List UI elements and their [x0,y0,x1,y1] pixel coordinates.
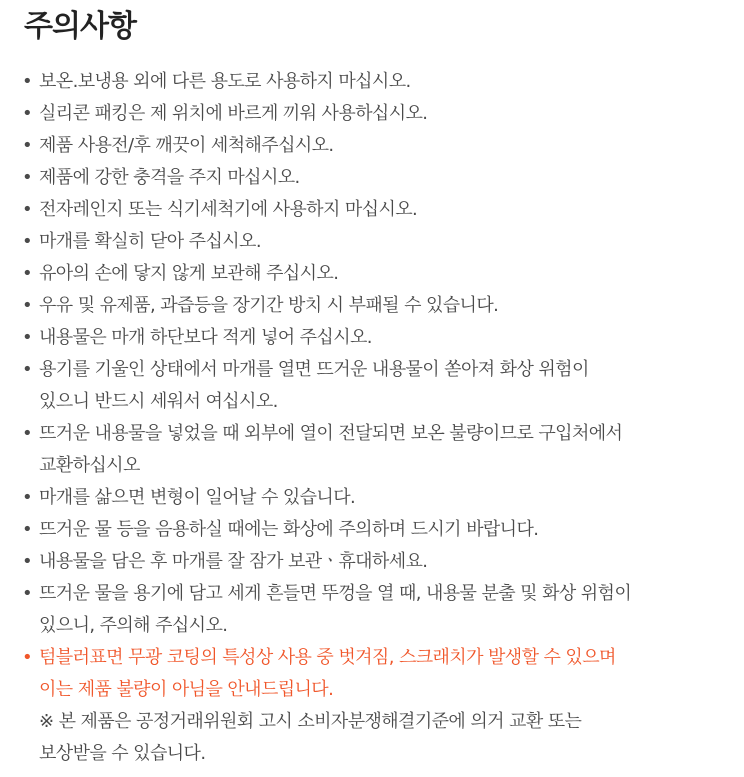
caution-item-4 [22,162,722,194]
exchange-note [39,706,729,770]
caution-item-11 [22,418,722,482]
warning-item [22,642,722,706]
caution-item-2 [22,98,722,130]
caution-text: 뜨거운 내용물을 넣었을 때 외부에 열이 전달되면 보온 불량이므로 구입처에서 [39,423,623,444]
caution-text: 제품 사용전/후 깨끗이 세척해주십시오. [39,135,334,156]
caution-text: 용기를 기울인 상태에서 마개를 열면 뜨거운 내용물이 쏟아져 화상 위험이 [39,359,589,380]
bullet-icon: • [22,647,33,668]
caution-item-12 [22,482,722,514]
caution-item-8 [22,290,722,322]
caution-text: 뜨거운 물을 용기에 담고 세게 흔들면 뚜껑을 열 때, 내용물 분출 및 화상 위험이 [39,583,632,604]
caution-item-14 [22,546,722,578]
caution-text-continued: 있으니, 주의해 주십시오. [39,615,228,636]
caution-text-continued: 교환하십시오 [39,455,140,476]
bullet-icon: • [22,327,33,348]
caution-item-3 [22,130,722,162]
caution-text-continued: 있으니 반드시 세워서 여십시오. [39,391,278,412]
caution-item-10 [22,354,722,418]
note-text-continued: 보상받을 수 있습니다. [39,743,206,764]
caution-item-1 [22,66,722,98]
bullet-icon: • [22,487,33,508]
caution-item-15 [22,578,722,642]
bullet-icon: • [22,135,33,156]
caution-item-9 [22,322,722,354]
bullet-icon: • [22,167,33,188]
note-text: ※ 본 제품은 공정거래위원회 고시 소비자분쟁해결기준에 의거 교환 또는 [39,711,582,732]
bullet-icon: • [22,71,33,92]
caution-item-6 [22,226,722,258]
bullet-icon: • [22,519,33,540]
caution-item-13 [22,514,722,546]
caution-text: 유아의 손에 닿지 않게 보관해 주십시오. [39,263,339,284]
caution-item-5 [22,194,722,226]
bullet-icon: • [22,103,33,124]
warning-text: 텀블러표면 무광 코팅의 특성상 사용 중 벗겨짐, 스크래치가 발생할 수 있으며 [39,647,616,668]
caution-list [22,66,722,706]
bullet-icon: • [22,295,33,316]
warning-text-continued: 이는 제품 불량이 아님을 안내드립니다. [39,679,334,700]
caution-text: 마개를 삶으면 변형이 일어날 수 있습니다. [39,487,356,508]
caution-text: 제품에 강한 충격을 주지 마십시오. [39,167,300,188]
bullet-icon: • [22,359,33,380]
caution-text: 보온.보냉용 외에 다른 용도로 사용하지 마십시오. [39,71,411,92]
bullet-icon: • [22,263,33,284]
section-title: 주의사항 [24,9,136,44]
bullet-icon: • [22,231,33,252]
caution-item-7 [22,258,722,290]
bullet-icon: • [22,583,33,604]
bullet-icon: • [22,199,33,220]
bullet-icon: • [22,551,33,572]
caution-text: 마개를 확실히 닫아 주십시오. [39,231,261,252]
caution-text: 내용물을 담은 후 마개를 잘 잠가 보관ㆍ휴대하세요. [39,551,428,572]
caution-text: 우유 및 유제품, 과즙등을 장기간 방치 시 부패될 수 있습니다. [39,295,499,316]
caution-text: 뜨거운 물 등을 음용하실 때에는 화상에 주의하며 드시기 바랍니다. [39,519,539,540]
bullet-icon: • [22,423,33,444]
caution-text: 전자레인지 또는 식기세척기에 사용하지 마십시오. [39,199,418,220]
caution-text: 실리콘 패킹은 제 위치에 바르게 끼워 사용하십시오. [39,103,428,124]
caution-text: 내용물은 마개 하단보다 적게 넣어 주십시오. [39,327,372,348]
